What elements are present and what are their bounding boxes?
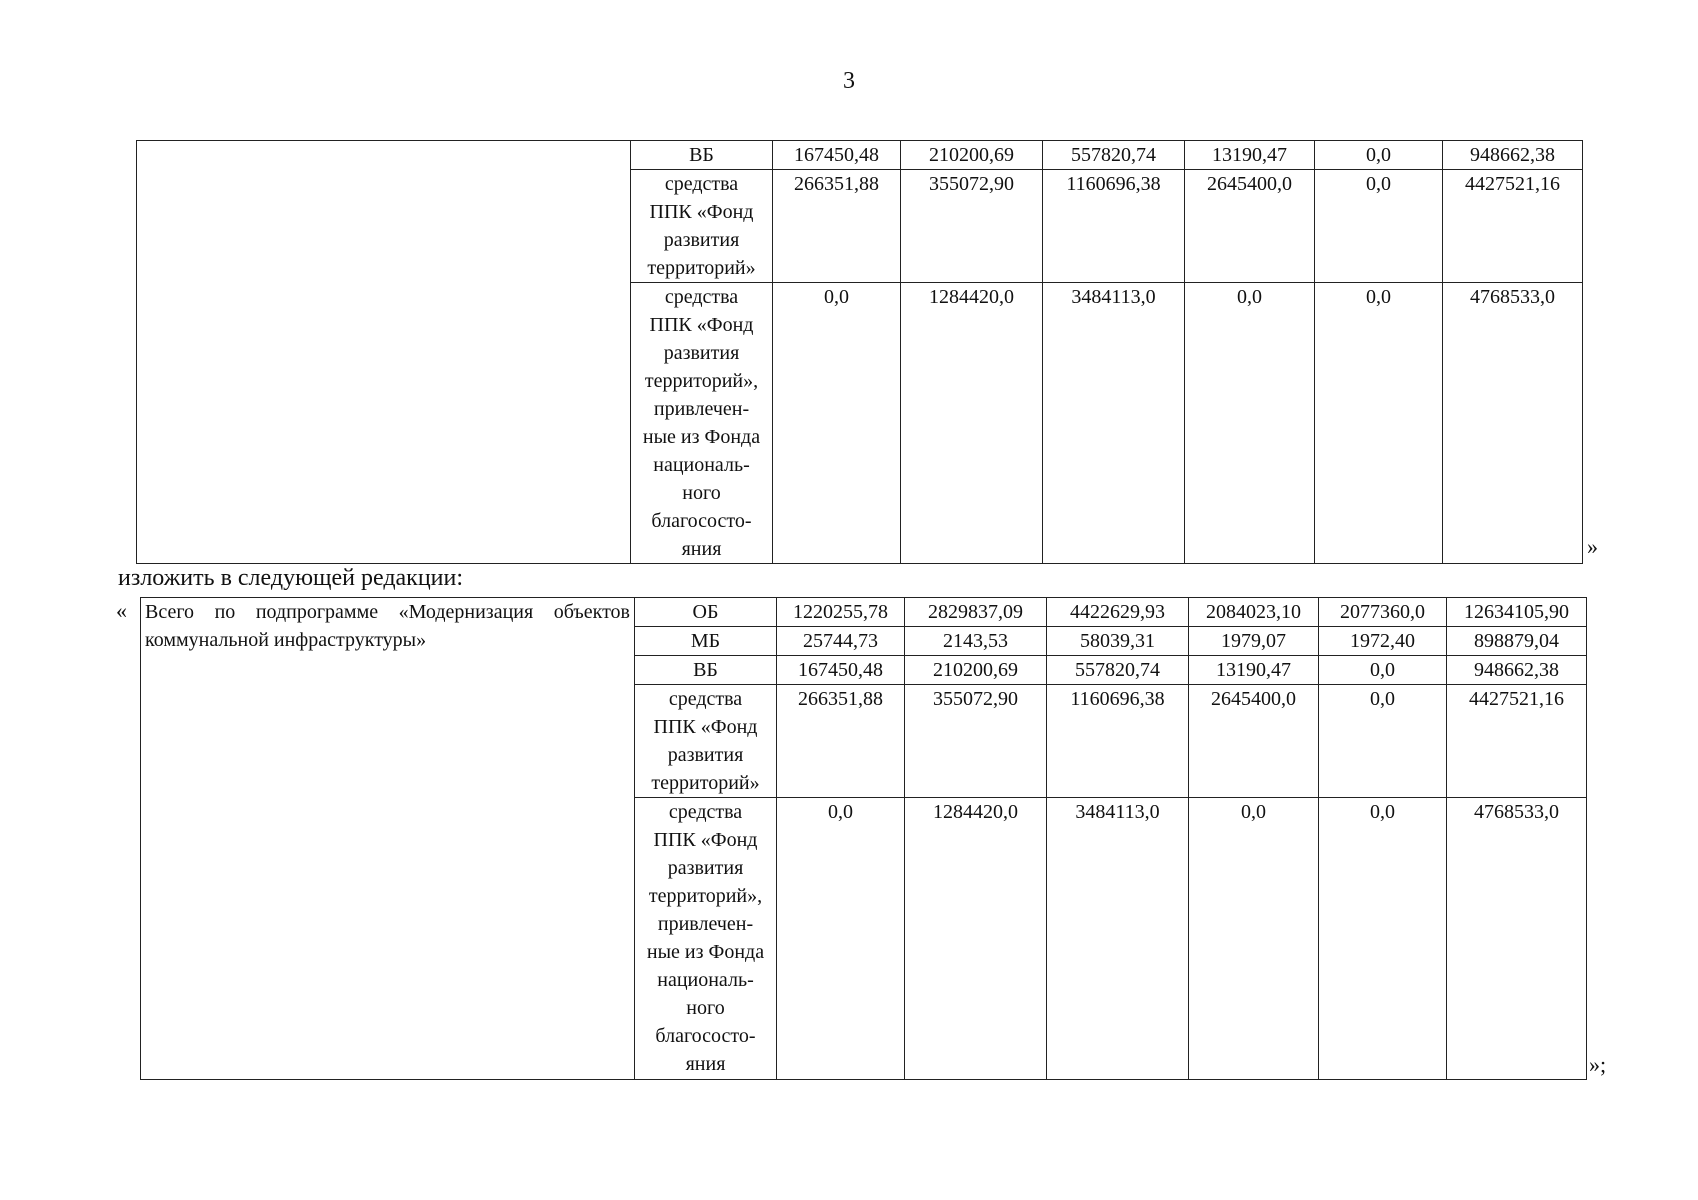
value-cell: 898879,04	[1447, 627, 1587, 656]
value-cell: 1979,07	[1189, 627, 1319, 656]
funding-source-cell: ВБ	[631, 141, 773, 170]
value-cell: 0,0	[777, 798, 905, 1080]
funding-source-cell: средства ППК «Фонд развития территорий», привлечен- ные из Фонда националь- ного благососто- яния	[631, 283, 773, 564]
value-cell: 2645400,0	[1189, 685, 1319, 798]
funding-source-cell: средства ППК «Фонд развития территорий», привлечен- ные из Фонда националь- ного благососто- яния	[635, 798, 777, 1080]
value-cell: 210200,69	[901, 141, 1043, 170]
value-cell: 0,0	[1319, 656, 1447, 685]
value-cell: 4427521,16	[1447, 685, 1587, 798]
value-cell: 0,0	[1319, 798, 1447, 1080]
value-cell: 58039,31	[1047, 627, 1189, 656]
value-cell: 13190,47	[1185, 141, 1315, 170]
value-cell: 557820,74	[1043, 141, 1185, 170]
value-cell: 1160696,38	[1047, 685, 1189, 798]
value-cell: 557820,74	[1047, 656, 1189, 685]
funding-source-cell: средства ППК «Фонд развития территорий»	[635, 685, 777, 798]
funding-source-cell: ВБ	[635, 656, 777, 685]
value-cell: 4422629,93	[1047, 598, 1189, 627]
value-cell: 1284420,0	[901, 283, 1043, 564]
value-cell: 1220255,78	[777, 598, 905, 627]
value-cell: 2143,53	[905, 627, 1047, 656]
value-cell: 0,0	[1185, 283, 1315, 564]
value-cell: 12634105,90	[1447, 598, 1587, 627]
value-cell: 25744,73	[777, 627, 905, 656]
closing-quote: »	[1587, 534, 1598, 559]
value-cell: 167450,48	[777, 656, 905, 685]
closing-quote-semicolon: »;	[1589, 1052, 1607, 1077]
value-cell: 0,0	[1319, 685, 1447, 798]
value-cell: 0,0	[1315, 170, 1443, 283]
value-cell: 0,0	[1189, 798, 1319, 1080]
old-budget-table	[136, 140, 1583, 564]
value-cell: 210200,69	[905, 656, 1047, 685]
value-cell: 0,0	[1315, 283, 1443, 564]
value-cell: 4768533,0	[1443, 283, 1583, 564]
table-row	[137, 141, 1583, 170]
opening-quote: «	[116, 598, 127, 623]
page-number: 3	[843, 68, 855, 94]
value-cell: 2084023,10	[1189, 598, 1319, 627]
funding-source-cell: средства ППК «Фонд развития территорий»	[631, 170, 773, 283]
value-cell: 4768533,0	[1447, 798, 1587, 1080]
funding-source-cell: ОБ	[635, 598, 777, 627]
value-cell: 948662,38	[1447, 656, 1587, 685]
value-cell: 355072,90	[905, 685, 1047, 798]
value-cell: 3484113,0	[1047, 798, 1189, 1080]
table-row	[141, 598, 1587, 627]
value-cell: 266351,88	[773, 170, 901, 283]
value-cell: 2645400,0	[1185, 170, 1315, 283]
empty-program-cell	[137, 141, 631, 564]
new-budget-table	[140, 597, 1587, 1080]
value-cell: 3484113,0	[1043, 283, 1185, 564]
value-cell: 355072,90	[901, 170, 1043, 283]
value-cell: 266351,88	[777, 685, 905, 798]
value-cell: 1160696,38	[1043, 170, 1185, 283]
value-cell: 0,0	[773, 283, 901, 564]
value-cell: 2829837,09	[905, 598, 1047, 627]
value-cell: 1284420,0	[905, 798, 1047, 1080]
value-cell: 167450,48	[773, 141, 901, 170]
program-title-cell: Всего по подпрограмме «Модернизация объектов коммунальной инфраструктуры»	[141, 598, 635, 1080]
value-cell: 4427521,16	[1443, 170, 1583, 283]
value-cell: 0,0	[1315, 141, 1443, 170]
instruction-text: изложить в следующей редакции:	[118, 565, 464, 591]
value-cell: 1972,40	[1319, 627, 1447, 656]
value-cell: 13190,47	[1189, 656, 1319, 685]
funding-source-cell: МБ	[635, 627, 777, 656]
value-cell: 948662,38	[1443, 141, 1583, 170]
value-cell: 2077360,0	[1319, 598, 1447, 627]
